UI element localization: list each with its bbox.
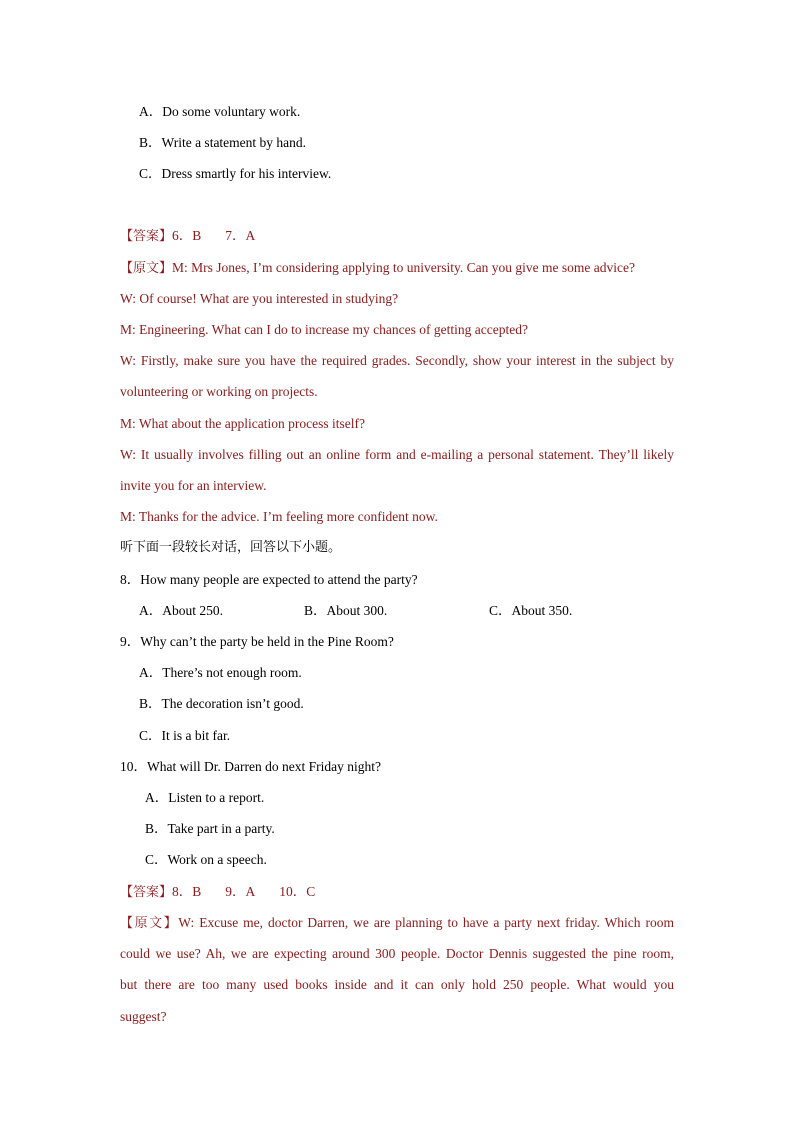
- transcript-text: W: Excuse me, doctor Darren, we are planning to have a party next friday. Which room: [178, 915, 674, 930]
- q7-option-c: C．Dress smartly for his interview.: [139, 166, 332, 181]
- section-instruction: 听下面一段较长对话，回答以下小题。: [120, 540, 342, 555]
- transcript-1-line-8: M: Thanks for the advice. I’m feeling more confident now.: [120, 509, 438, 524]
- transcript-1-line-5: M: What about the application process itself?: [120, 416, 365, 431]
- q10-question: 10．What will Dr. Darren do next Friday night?: [120, 759, 381, 774]
- q7-option-a: A．Do some voluntary work.: [139, 104, 301, 119]
- q9-option-a: A．There’s not enough room.: [139, 665, 302, 680]
- q8-question: 8．How many people are expected to attend the party?: [120, 572, 418, 587]
- answer-8: 8．B: [172, 884, 202, 899]
- answer-7: 7．A: [225, 228, 256, 243]
- answer-6: 6．B: [172, 228, 202, 243]
- q10-option-b: B．Take part in a party.: [145, 821, 275, 836]
- transcript-1-line-1: W: Of course! What are you interested in studying?: [120, 291, 399, 306]
- transcript-1-line-7: invite you for an interview.: [120, 478, 267, 493]
- q10-option-c: C．Work on a speech.: [145, 852, 267, 867]
- transcript-1-line-3: W: Firstly, make sure you have the required grades. Secondly, show your interest in the subject by: [120, 353, 674, 368]
- transcript-1-line-0: [120, 259, 635, 278]
- transcript-2-line-2: but there are too many used books inside and it can only hold 250 people. What would you: [120, 977, 674, 992]
- answer-block-1: [120, 227, 255, 246]
- answer-block-2: [120, 883, 315, 902]
- transcript-2-line-0: [120, 914, 674, 932]
- answer-label: 【答案】: [120, 885, 173, 900]
- q8-option-a: A．About 250.: [139, 603, 223, 618]
- transcript-1-line-2: M: Engineering. What can I do to increase my chances of getting accepted?: [120, 322, 528, 337]
- transcript-text: M: Mrs Jones, I’m considering applying to university. Can you give me some advice?: [172, 260, 635, 275]
- transcript-1-line-6: W: It usually involves filling out an online form and e-mailing a personal statement. They’ll likely: [120, 447, 674, 462]
- q9-question: 9．Why can’t the party be held in the Pine Room?: [120, 634, 394, 649]
- q8-option-c: C．About 350.: [489, 603, 573, 618]
- q10-option-a: A．Listen to a report.: [145, 790, 265, 805]
- q9-option-b: B．The decoration isn’t good.: [139, 696, 304, 711]
- q8-option-b: B．About 300.: [304, 603, 388, 618]
- transcript-label: 【原文】: [120, 916, 179, 931]
- transcript-2-line-1: could we use? Ah, we are expecting around 300 people. Doctor Dennis suggested the pine room,: [120, 946, 674, 961]
- q7-option-b: B．Write a statement by hand.: [139, 135, 307, 150]
- answer-9: 9．A: [225, 884, 256, 899]
- answer-10: 10．C: [279, 884, 316, 899]
- answer-label: 【答案】: [120, 229, 173, 244]
- transcript-label: 【原文】: [120, 261, 173, 276]
- transcript-1-line-4: volunteering or working on projects.: [120, 384, 318, 399]
- q9-option-c: C．It is a bit far.: [139, 728, 231, 743]
- transcript-2-line-3: suggest?: [120, 1009, 167, 1024]
